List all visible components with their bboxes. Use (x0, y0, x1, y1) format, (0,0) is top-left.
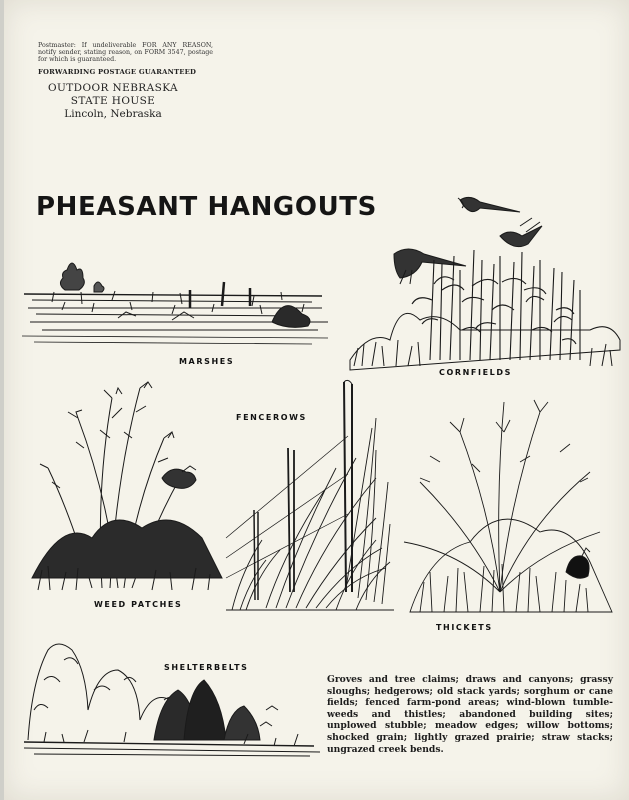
thickets-label: THICKETS (436, 623, 493, 632)
forwarding-notice: FORWARDING POSTAGE GUARANTEED (38, 67, 197, 76)
address-city: Lincoln, Nebraska (64, 107, 162, 120)
magazine-back-cover (4, 0, 629, 800)
cornfields-label: CORNFIELDS (439, 368, 512, 377)
shelterbelts-label: SHELTERBELTS (164, 663, 249, 672)
shelterbelts-illustration (24, 630, 320, 760)
marshes-illustration (22, 250, 342, 350)
mailing-block (38, 42, 213, 121)
marshes-label: MARSHES (179, 357, 235, 366)
postmaster-notice: Postmaster: If undeliverable FOR ANY REASON, notify sender, stating reason, on FORM 3547, postage for which is guaranteed. (38, 42, 213, 64)
address-organization: OUTDOOR NEBRASKA (48, 81, 178, 94)
thickets-illustration (400, 392, 612, 620)
hangouts-description: Groves and tree claims; draws and canyons; grassy sloughs; hedgerows; old stack yards; sorghum or cane fields; fenced farm-pond areas; wind-blown tumble-weeds and thistles; abandoned building sites; unplowed stubble; meadow edges; willow bottoms; shocked grain; lightly grazed prairie; straw stacks; ungrazed creek bends. (327, 674, 613, 755)
weed-patches-label: WEED PATCHES (94, 600, 183, 609)
page-title: PHEASANT HANGOUTS (36, 192, 377, 222)
fencerows-label: FENCEROWS (236, 413, 307, 422)
weed-patches-illustration (32, 378, 222, 598)
return-address (38, 82, 188, 121)
address-building: STATE HOUSE (70, 94, 156, 107)
cornfields-illustration (350, 190, 620, 370)
